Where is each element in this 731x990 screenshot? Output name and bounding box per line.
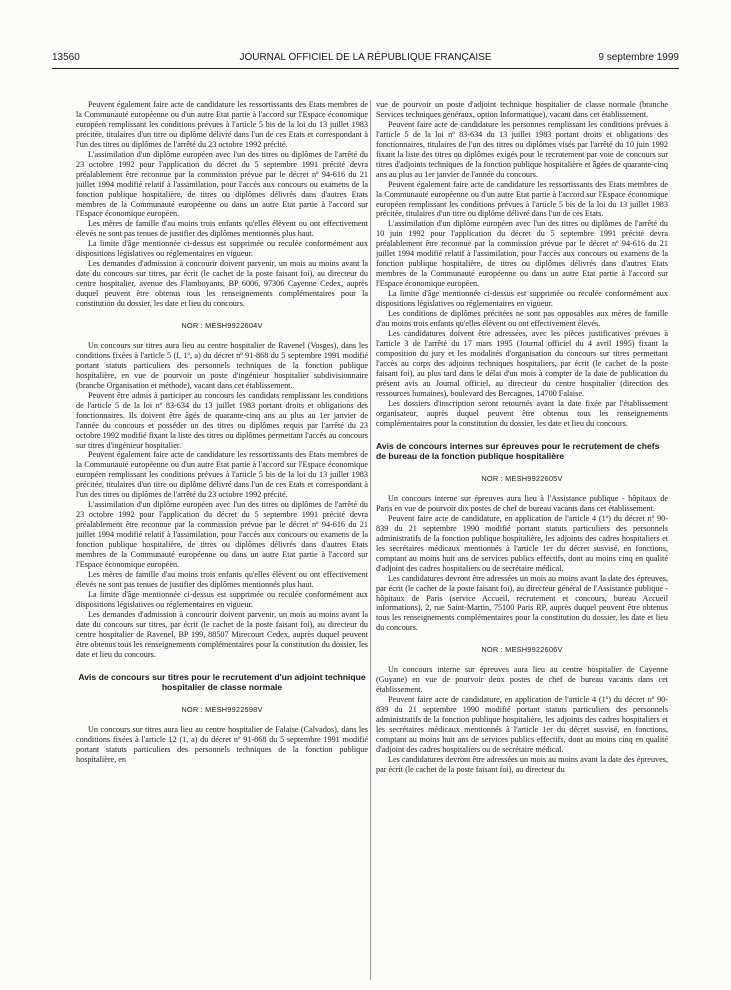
nor-reference: NOR : MESH9922604V <box>181 321 263 331</box>
left-column <box>76 100 368 980</box>
journal-title: JOURNAL OFFICIEL DE LA RÉPUBLIQUE FRANÇAISE <box>239 52 492 63</box>
paragraph: La limite d'âge mentionnée ci-dessus est supprimée ou reculée conformément aux dispositions législatives ou réglementaires en vigueur. <box>76 239 368 259</box>
paragraph: Les mères de famille d'au moins trois enfants qu'elles élèvent ou ont effectivement élevés ne sont pas tenues de justifier des diplômes mentionnés plus haut. <box>76 569 368 589</box>
publication-date: 9 septembre 1999 <box>598 52 679 63</box>
right-column <box>376 100 668 980</box>
paragraph: Les candidatures doivent être adressées, avec les pièces justificatives prévues à l'article 3 de l'arrêté du 17 mars 1995 (Journal officiel du 4 avril 1995) fixant la composition du jury et les modalités d'organisation du concours sur titres permettant l'accès au corps des adjoints techniques hospitaliers, par écrit (le cachet de la poste faisant foi), au plus tard dans le délai d'un mois à compter de la date de publication du présent avis au Journal officiel, au directeur du centre hospitalier (direction des ressources humaines), boulevard des Bercagnes, 14700 Falaise. <box>376 328 668 398</box>
paragraph: Un concours interne sur épreuves aura lieu à l'Assistance publique - hôpitaux de Paris en vue de pourvoir dix postes de chef de bureau vacants dans cet établissement. <box>376 494 668 513</box>
page-number: 13560 <box>52 52 80 63</box>
paragraph: Les candidatures devront être adressées un mois au moins avant la date des épreuves, par écrit (le cachet de la poste faisant foi), au directeur général de l'Assistance publique - hôpitaux de Paris (service Accueil, recrutement et concours, bureau Accueil informations), 2, rue Saint-Martin, 75100 Paris RP, auprès duquel peuvent être obtenus tous les renseignements complémentaires pour la constitution du dossier, les date et lieu du concours. <box>376 573 668 633</box>
paragraph: Les conditions de diplômes précitées ne sont pas opposables aux mères de famille d'au moins trois enfants qu'elles élèvent ou ont effectivement élevés. <box>376 309 668 328</box>
paragraph: Peuvent être admis à participer au concours les candidats remplissant les conditions de l'article 5 de la loi nº 83-634 du 13 juillet 1983 portant droits et obligations des fonctionnaires. Ils doivent être âgés de quarante-cinq ans au plus au 1er janvier de l'année du concours et posséder un des titres ou diplômes requis par l'arrêté du 23 octobre 1992 modifié fixant la liste des titres ou diplômes permettant l'accès au concours sur titres d'ingénieur hospitalier. <box>76 390 368 450</box>
paragraph: Un concours sur titres aura lieu au centre hospitalier de Falaise (Calvados), dans les conditions fixées à l'article 12 (1, a) du décret nº 91-868 du 5 septembre 1991 modifié portant statuts particuliers des personnels techniques de la fonction publique hospitalière, en <box>76 725 368 764</box>
paragraph: Les candidatures devront être adressées un mois au moins avant la date des épreuves, par écrit (le cachet de la poste faisant foi), au directeur du <box>376 754 668 774</box>
paragraph: Les demandes d'admission à concourir doivent parvenir, un mois au moins avant la date du concours sur titres, par écrit (le cachet de la poste faisant foi), au directeur du centre hospitalier de Ravenel, BP 199, 88507 Mirecourt Cedex, auprès duquel peuvent être obtenus tous les renseignements complémentaires pour la constitution du dossier, les date et lieu du concours. <box>76 609 368 659</box>
page-header <box>52 52 679 66</box>
paragraph: L'assimilation d'un diplôme européen avec l'un des titres ou diplômes de l'arrêté du 23 octobre 1992 pour l'application du décret du 5 septembre 1991 précité devra préalablement être reconnue par la commission prévue par le décret nº 94-616 du 21 juillet 1994 modifié relatif à l'assimilation, pour l'accès aux concours ou examens de la fonction publique hospitalière, de titres ou diplômes délivrés dans d'autres Etats membres de la Communauté européenne ou dans un autre Etat partie à l'accord sur l'Espace économique européen. <box>76 149 368 219</box>
paragraph: Peuvent également faire acte de candidature les ressortissants des Etats membres de la Communauté européenne ou d'un autre Etat partie à l'accord sur l'Espace économique européen remplissant les conditions prévues à l'article 5 bis de la loi du 13 juillet 1983 précitée, titulaires d'un titre ou diplôme délivré dans l'un de ces Etats. <box>376 179 668 219</box>
nor-reference: NOR : MESH9922605V <box>481 474 563 484</box>
paragraph: Les demandes d'admission à concourir doivent parvenir, un mois au moins avant la date du concours sur titres, par écrit (le cachet de la poste faisant foi), au directeur du centre hospitalier, avenue des Flamboyants, BP 6006, 97306 Cayenne Cedex, auprès duquel peuvent être obtenus tous les renseignements complémentaires pour la constitution du dossier, les date et lieu du concours. <box>76 259 368 309</box>
paragraph: Un concours sur titres aura lieu au centre hospitalier de Ravenel (Vosges), dans les conditions fixées à l'article 5 (I, 1º, a) du décret nº 91-868 du 5 septembre 1991 modifié portant statuts particuliers des personnels techniques de la fonction publique hospitalière, en vue de pourvoir un poste d'ingénieur hospitalier subdivisionnaire (branche Organisation et méthode), vacant dans cet établissement. <box>76 340 368 390</box>
nor-reference: NOR : MESH9922598V <box>181 705 263 715</box>
paragraph: vue de pourvoir un poste d'adjoint technique hospitalier de classe normale (branche Services techniques généraux, option Informatique), vacant dans cet établissement. <box>376 100 668 119</box>
paragraph: Peuvent également faire acte de candidature les ressortissants des Etats membres de la Communauté européenne ou d'un autre Etat partie à l'accord sur l'Espace économique européen remplissant les conditions prévues à l'article 5 bis de la loi du 13 juillet 1983 précitée, titulaires d'un titre ou diplôme délivré dans l'un de ces Etats et correspondant à l'un des titres ou diplômes de l'arrêté du 23 octobre 1992 précité. <box>76 450 368 500</box>
column-divider <box>370 100 371 980</box>
paragraph: Les mères de famille d'au moins trois enfants qu'elles élèvent ou ont effectivement élevés ne sont pas tenues de justifier des diplômes mentionnés plus haut. <box>76 219 368 239</box>
paragraph: Peuvent faire acte de candidature les personnes remplissant les conditions prévues à l'article 5 de la loi nº 83-634 du 13 juillet 1983 portant droits et obligations des fonctionnaires, titulaires de l'un des titres ou diplômes visés par l'arrêté du 10 juin 1992 fixant la liste des titres ou diplômes exigés pour le recrutement par voie de concours sur titres d'adjoints techniques de la fonction publique hospitalière et âgées de quarante-cinq ans au plus au 1er janvier de l'année du concours. <box>376 119 668 179</box>
paragraph: Peuvent faire acte de candidature, en application de l'article 4 (1º) du décret nº 90-839 du 21 septembre 1990 modifié portant statuts particuliers des personnels administratifs de la fonction publique hospitalière, les adjoints des cadres hospitaliers et les secrétaires médicaux mentionnés à l'article 1er du décret susvisé, en fonctions, comptant au moins huit ans de services publics effectifs, dont au moins cinq en qualité d'adjoint des cadres hospitaliers ou de secrétaire médical. <box>376 695 668 754</box>
paragraph: L'assimilation d'un diplôme européen avec l'un des titres ou diplômes de l'arrêté du 10 juin 1992 pour l'application du décret du 5 septembre 1991 précité devra préalablement être reconnue par la commission prévue par le décret nº 94-616 du 21 juillet 1994 modifié relatif à l'assimilation, pour l'accès aux concours ou examens de la fonction publique hospitalière, de titres ou diplômes délivrés dans d'autres Etats membres de la Communauté européenne ou dans un autre Etat partie à l'accord sur l'Espace économique européen. <box>376 219 668 289</box>
paragraph: Les dossiers d'inscription seront retournés avant la date fixée par l'établissement organisateur, auprès duquel peuvent être obtenus tous les renseignements complémentaires pour la constitution du dossier, les date et lieu du concours. <box>376 398 668 428</box>
paragraph: Un concours interne sur épreuves aura lieu au centre hospitalier de Cayenne (Guyane) en vue de pourvoir deux postes de chef de bureau vacants dans cet établissement. <box>376 665 668 695</box>
section-heading: Avis de concours sur titres pour le recrutement d'un adjoint technique hospitalier de classe normale <box>78 672 366 693</box>
paragraph: Peuvent faire acte de candidature, en application de l'article 4 (1º) du décret nº 90-839 du 21 septembre 1990 modifié portant statuts particuliers des personnels administratifs de la fonction publique hospitalière, les adjoints des cadres hospitaliers et les secrétaires médicaux mentionnés à l'article 1er du décret susvisé, en fonctions, comptant au moins huit ans de services publics effectifs, dont au moins cinq en qualité d'adjoint des cadres hospitaliers ou de secrétaire médical. <box>376 513 668 573</box>
paragraph: La limite d'âge mentionnée ci-dessus est supprimée ou reculée conformément aux dispositions législatives ou réglementaires en vigueur. <box>376 289 668 309</box>
nor-reference: NOR : MESH9922606V <box>481 645 563 655</box>
paragraph: Peuvent également faire acte de candidature les ressortissants des Etats membres de la Communauté européenne ou d'un autre Etat partie à l'accord sur l'Espace économique européen remplissant les conditions prévues à l'article 5 bis de la loi du 13 juillet 1983 précitée, titulaires d'un titre ou diplôme délivré dans l'un de ces Etats et correspondant à l'un des titres ou diplômes de l'arrêté du 23 octobre 1992 précité. <box>76 100 368 149</box>
section-heading: Avis de concours internes sur épreuves pour le recrutement de chefs de bureau de la fonction publique hospitalière <box>376 441 660 462</box>
header-rule <box>52 68 679 69</box>
paragraph: L'assimilation d'un diplôme européen avec l'un des titres ou diplômes de l'arrêté du 23 octobre 1992 pour l'application du décret du 5 septembre 1991 précité devra préalablement être reconnue par la commission prévue par le décret nº 94-616 du 21 juillet 1994 modifié relatif à l'assimilation, pour l'accès aux concours ou examens de la fonction publique hospitalière, de titres ou diplômes délivrés dans d'autres Etats membres de la Communauté européenne ou dans un autre Etat partie à l'accord sur l'Espace économique européen. <box>76 500 368 569</box>
paragraph: La limite d'âge mentionnée ci-dessus est supprimée ou reculée conformément aux dispositions législatives ou réglementaires en vigueur. <box>76 589 368 609</box>
